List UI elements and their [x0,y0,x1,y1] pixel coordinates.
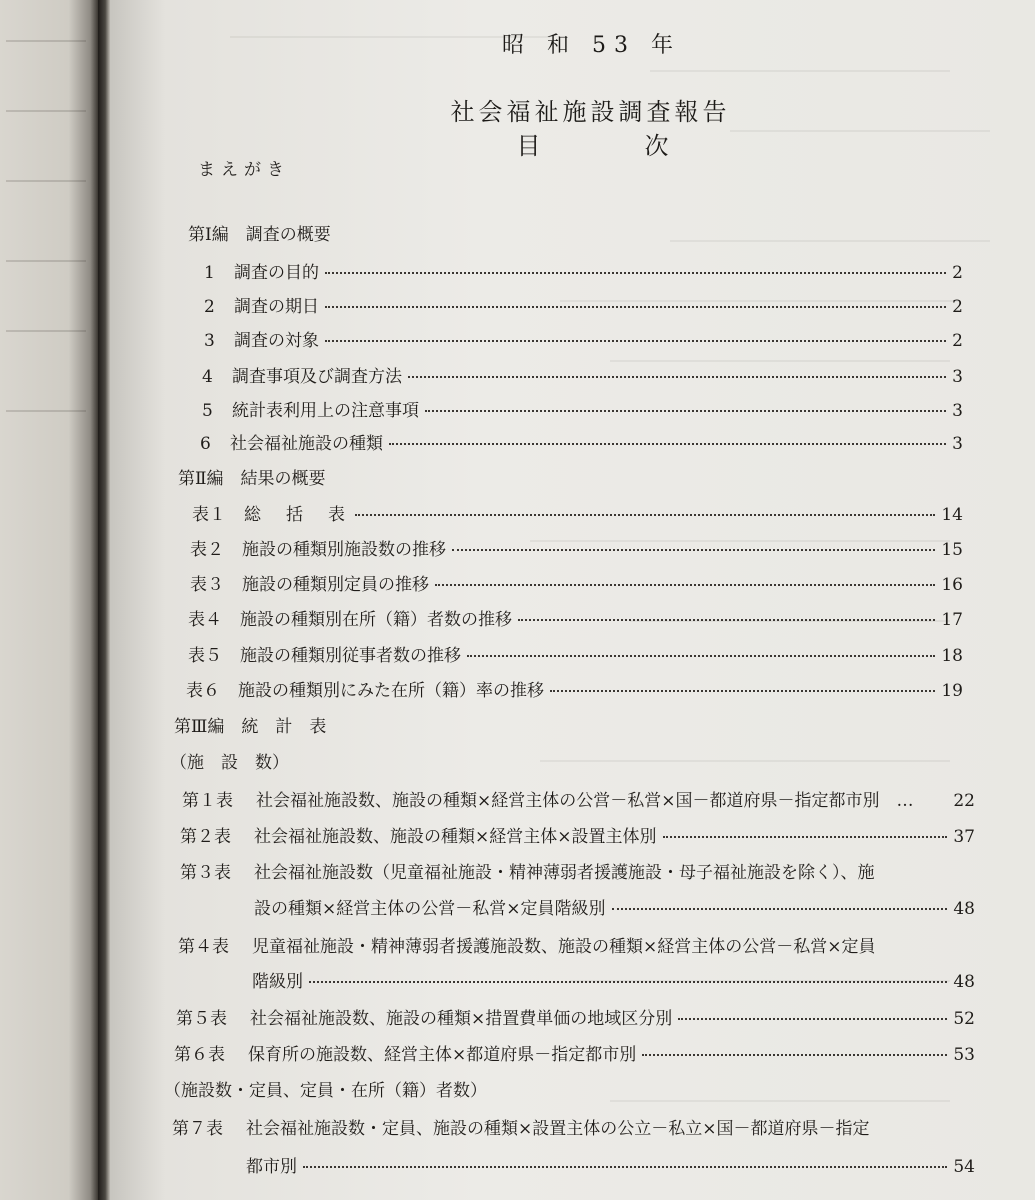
entry-page: 2 [952,331,963,351]
entry-page: 3 [952,401,963,421]
year-heading: 昭 和 53 年 [502,33,681,58]
entry-label: 調査の対象 [234,331,319,351]
entry-label: 調査事項及び調査方法 [232,367,402,387]
toc-entry [202,362,963,387]
toc-entry-multiline [180,858,875,883]
entry-label: 保育所の施設数、経営主体×都道府県－指定都市別 [248,1045,637,1065]
toc-entry [200,429,963,454]
entry-label: 社会福祉施設数、施設の種類×経営主体の公営－私営×国－都道府県－指定都市別 … [256,791,914,811]
entry-page: 2 [952,263,963,283]
entry-label: 施設の種類別従事者数の推移 [240,646,461,666]
leader-dots [408,376,946,378]
entry-number: 第７表 [172,1119,223,1139]
entry-page: 48 [953,899,975,919]
entry-page: 54 [953,1157,975,1177]
entry-page: 18 [941,646,963,666]
entry-page: 2 [952,297,963,317]
entry-number: 表２ [190,540,224,560]
entry-label: 社会福祉施設数、施設の種類×措置費単価の地域区分別 [250,1009,673,1029]
leader-dots [303,1166,947,1168]
leader-dots [389,443,946,445]
entry-label: 施設の種類別施設数の推移 [242,540,446,560]
toc-entry [174,1040,975,1065]
toc-entry [190,535,963,560]
leader-dots [518,619,935,621]
toc-entry [204,292,963,317]
entry-page: 15 [941,540,963,560]
part2-heading: 第Ⅱ編 結果の概要 [178,469,326,489]
entry-page: 48 [953,972,975,992]
leader-dots [355,514,935,516]
entry-number: 4 [202,367,213,387]
entry-label: 社会福祉施設数、施設の種類×経営主体×設置主体別 [254,827,657,847]
entry-label-line1: 社会福祉施設数・定員、施設の種類×設置主体の公立－私立×国－都道府県－指定 [246,1119,870,1139]
section-label-facilities: （施 設 数） [170,753,289,773]
entry-label-line1: 社会福祉施設数（児童福祉施設・精神薄弱者援護施設・母子福祉施設を除く）、施 [254,863,875,883]
entry-page: 3 [952,367,963,387]
entry-number: 第６表 [174,1045,225,1065]
entry-page: 16 [941,575,963,595]
toc-entry-continuation [252,967,975,992]
entry-number: 表４ [188,610,222,630]
entry-number: 第５表 [176,1009,227,1029]
entry-number: 第２表 [180,827,231,847]
entry-page: 22 [953,791,975,811]
toc-entry [204,326,963,351]
left-facing-page [0,0,98,1200]
toc-entry [202,396,963,421]
entry-number: 第３表 [180,863,231,883]
toc-entry [180,822,975,847]
leader-dots [663,836,948,838]
entry-label-line2: 階級別 [252,972,303,992]
entry-label-line2: 都市別 [246,1157,297,1177]
leader-dots [678,1018,947,1020]
toc-entry [186,676,963,701]
entry-label: 調査の期日 [234,297,319,317]
leader-dots [425,410,946,412]
entry-number: 5 [202,401,213,421]
toc-entry [176,1004,975,1029]
entry-label: 調査の目的 [234,263,319,283]
entry-page: 19 [941,681,963,701]
leader-dots [642,1054,947,1056]
entry-page: 17 [941,610,963,630]
leader-dots [435,584,935,586]
toc-page [110,0,1035,1200]
toc-entry [188,641,963,666]
leader-dots [325,340,946,342]
entry-number: 表６ [186,681,220,701]
entry-number: 表３ [190,575,224,595]
entry-label: 施設の種類別定員の推移 [242,575,429,595]
entry-page: 53 [953,1045,975,1065]
toc-entry [204,258,963,283]
entry-number: 表１ [192,505,226,525]
toc-title: 目 次 [516,132,709,160]
leader-dots [325,272,946,274]
part3-heading: 第Ⅲ編 統 計 表 [174,717,327,737]
leader-dots [467,655,935,657]
entry-page: 37 [953,827,975,847]
leader-dots [612,908,948,910]
part1-heading: 第Ⅰ編 調査の概要 [188,225,331,245]
entry-page: 14 [941,505,963,525]
toc-entry-continuation [254,894,975,919]
entry-number: 1 [204,263,215,283]
section-label-capacity: （施設数・定員、定員・在所（籍）者数） [164,1081,487,1101]
leader-dots [452,549,935,551]
report-title: 社会福祉施設調査報告 [450,98,731,126]
entry-number: 2 [204,297,215,317]
toc-entry-multiline [172,1114,870,1139]
entry-number: 第４表 [178,937,229,957]
entry-label-line1: 児童福祉施設・精神薄弱者援護施設数、施設の種類×経営主体の公営－私営×定員 [252,937,876,957]
entry-number: 6 [200,434,211,454]
entry-label: 総 括 表 [244,505,349,525]
leader-dots [550,690,935,692]
toc-entry [182,786,975,811]
entry-label: 施設の種類別にみた在所（籍）率の推移 [238,681,544,701]
entry-page: 52 [953,1009,975,1029]
entry-label-line2: 設の種類×経営主体の公営－私営×定員階級別 [254,899,606,919]
entry-number: 第１表 [182,791,233,811]
leader-dots [325,306,946,308]
toc-entry [188,605,963,630]
toc-entry-continuation [246,1152,975,1177]
entry-label: 施設の種類別在所（籍）者数の推移 [240,610,512,630]
book-gutter [98,0,110,1200]
toc-entry [190,570,963,595]
entry-page: 3 [952,434,963,454]
entry-label: 統計表利用上の注意事項 [232,401,419,421]
leader-dots [309,981,947,983]
entry-label: 社会福祉施設の種類 [230,434,383,454]
entry-number: 表５ [188,646,222,666]
toc-entry-multiline [178,932,876,957]
preface-entry: まえがき [198,160,290,180]
toc-entry [192,500,963,525]
entry-number: 3 [204,331,215,351]
